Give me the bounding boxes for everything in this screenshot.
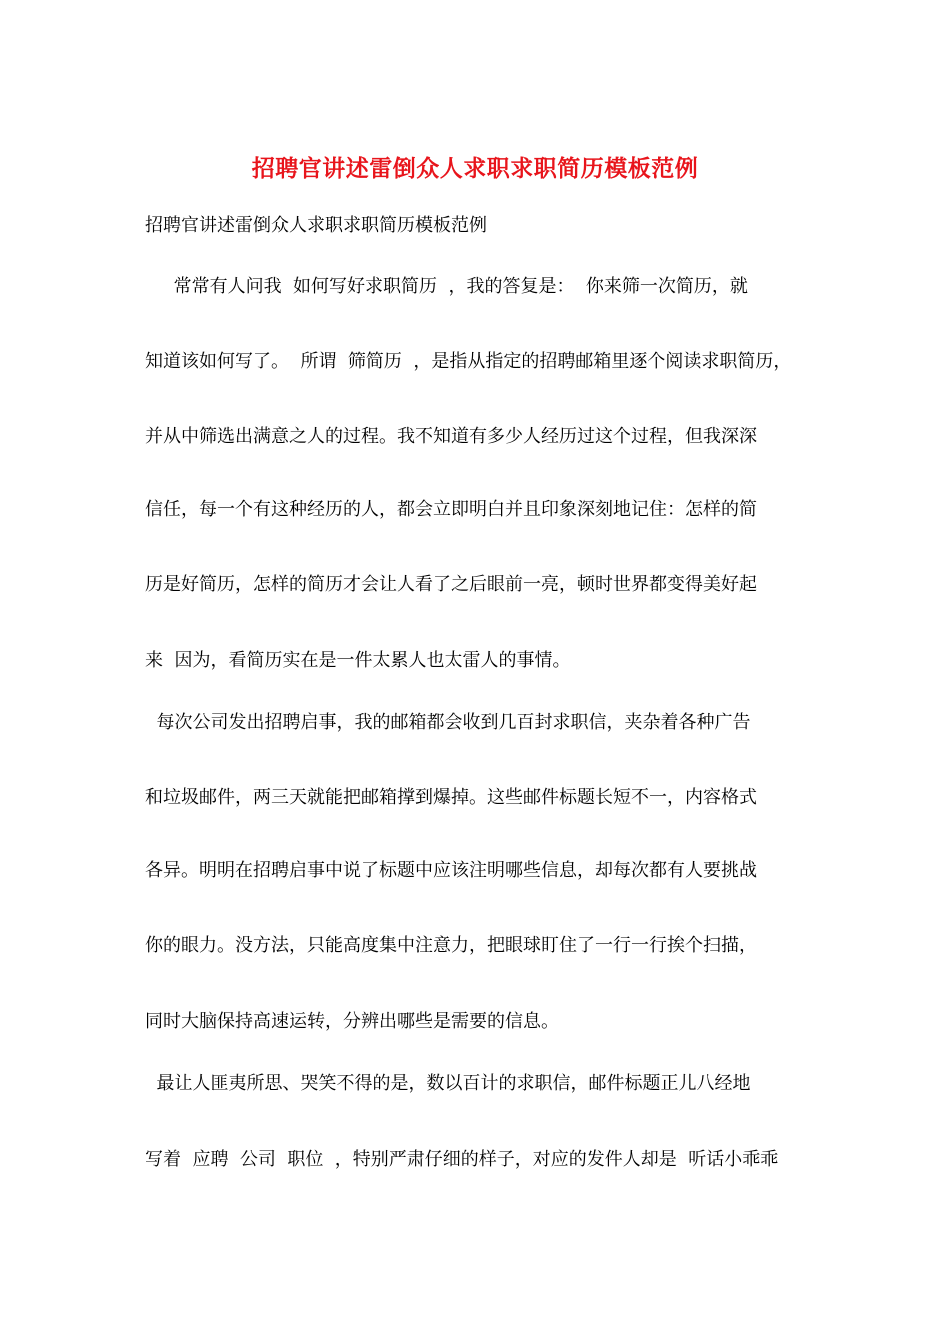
document-subtitle: 招聘官讲述雷倒众人求职求职简历模板范例 (145, 215, 487, 236)
body-line: 信任，每一个有这种经历的人，都会立即明白并且印象深刻地记住：怎样的简 (145, 499, 757, 520)
body-line: 并从中筛选出满意之人的过程。我不知道有多少人经历过这个过程，但我深深 (145, 426, 757, 447)
body-line: 常常有人问我 如何写好求职简历 ，我的答复是： 你来筛一次简历，就 (145, 276, 748, 297)
document-title: 招聘官讲述雷倒众人求职求职简历模板范例 (251, 155, 699, 182)
body-line: 和垃圾邮件，两三天就能把邮箱撑到爆掉。这些邮件标题长短不一，内容格式 (145, 787, 757, 808)
body-line: 同时大脑保持高速运转，分辨出哪些是需要的信息。 (145, 1011, 559, 1032)
body-line: 最让人匪夷所思、哭笑不得的是，数以百计的求职信，邮件标题正儿八经地 (145, 1073, 751, 1094)
body-line: 历是好简历，怎样的简历才会让人看了之后眼前一亮，顿时世界都变得美好起 (145, 574, 757, 595)
body-line: 你的眼力。没方法，只能高度集中注意力，把眼球盯住了一行一行挨个扫描， (145, 935, 757, 956)
body-line: 各异。明明在招聘启事中说了标题中应该注明哪些信息，却每次都有人要挑战 (145, 860, 757, 881)
body-line: 每次公司发出招聘启事，我的邮箱都会收到几百封求职信，夹杂着各种广告 (145, 712, 751, 733)
body-line: 写着 应聘 公司 职位 ，特别严肃仔细的样子，对应的发件人却是 听话小乖乖 (145, 1149, 779, 1170)
body-line: 来 因为，看简历实在是一件太累人也太雷人的事情。 (145, 650, 571, 671)
body-line: 知道该如何写了。 所谓 筛简历 ，是指从指定的招聘邮箱里逐个阅读求职简历， (145, 351, 792, 372)
